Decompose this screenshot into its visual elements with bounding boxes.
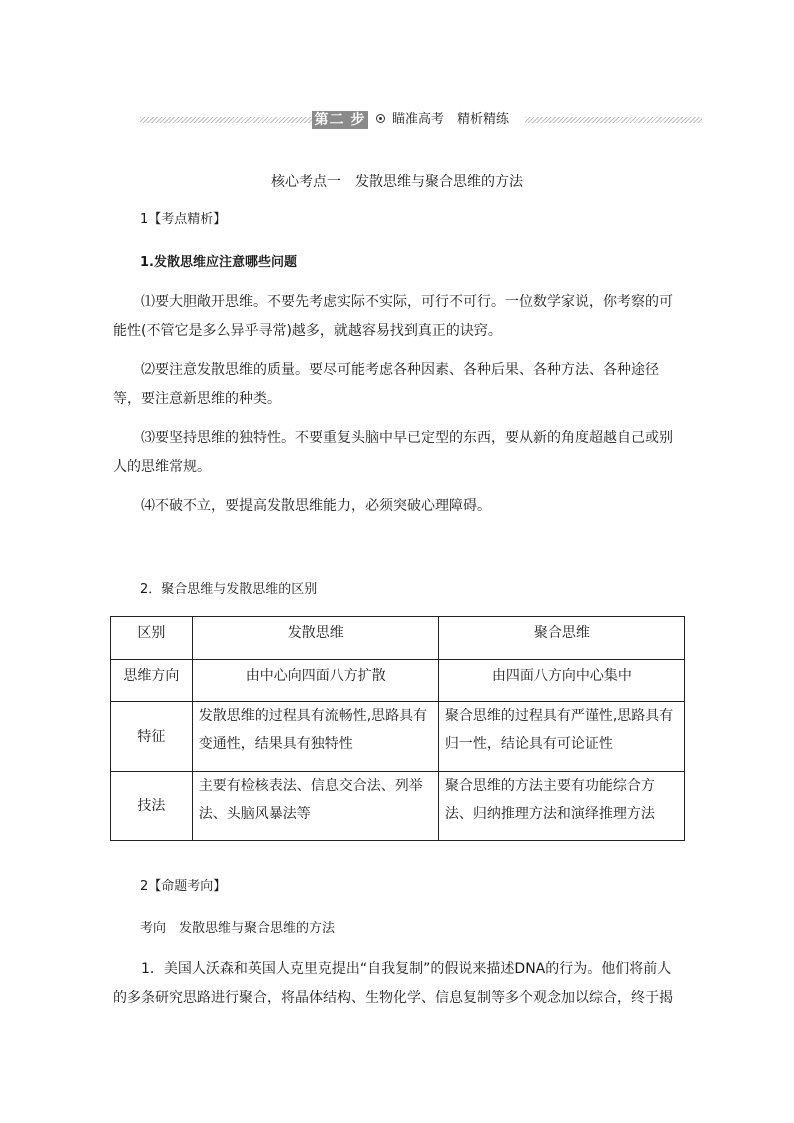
section-banner — [140, 111, 702, 129]
table-cell: 技法 — [111, 772, 193, 841]
table-header-row — [111, 617, 685, 660]
point-2: ⑵要注意发散思维的质量。要尽可能考虑各种因素、各种后果、各种方法、各种途径等，要注意新思维的种类。 — [113, 362, 659, 407]
question-heading-divergent: 1.发散思维应注意哪些问题 — [140, 255, 297, 270]
table-header-cell: 聚合思维 — [438, 617, 684, 660]
banner-subtitle — [368, 111, 525, 129]
table-cell: 由中心向四面八方扩散 — [192, 660, 438, 702]
step-badge-text: 第二 — [314, 112, 345, 128]
table-cell: 由四面八方向中心集中 — [438, 660, 684, 702]
table-cell: 思维方向 — [111, 660, 193, 702]
banner-stripe-left — [140, 117, 312, 123]
point-1: ⑴要大胆敞开思维。不要先考虑实际不实际，可行不可行。一位数学家说，你考察的可能性(不管它是多么异乎寻常)越多，就越容易找到真正的诀窍。 — [113, 294, 673, 339]
banner-subtitle-text: 瞄准高考 精析精练 — [392, 112, 510, 127]
exam-direction-label: 考向 发散思维与聚合思维的方法 — [140, 921, 336, 936]
question-heading-difference: 2．聚合思维与发散思维的区别 — [140, 582, 318, 597]
comparison-table — [110, 616, 685, 841]
section-heading-direction: 2【命题考向】 — [140, 879, 227, 894]
point-4: ⑷不破不立，要提高发散思维能力，必须突破心理障碍。 — [141, 498, 491, 514]
table-row — [111, 702, 685, 772]
table-header-cell: 发散思维 — [192, 617, 438, 660]
banner-stripe-right — [525, 117, 702, 123]
table-cell: 主要有检核表法、信息交合法、列举法、头脑风暴法等 — [192, 772, 438, 841]
table-cell: 聚合思维的方法主要有功能综合方法、归纳推理方法和演绎推理方法 — [438, 772, 684, 841]
point-3: ⑶要坚持思维的独特性。不要重复头脑中早已定型的东西，要从新的角度超越自己或别人的思维常规。 — [113, 430, 673, 475]
table-header-cell: 区别 — [111, 617, 193, 660]
question-1-text: 1．美国人沃森和英国人克里克提出“自我复制”的假说来描述DNA的行为。他们将前人的多条研究思路进行聚合，将晶体结构、生物化学、信息复制等多个观念加以综合，终于揭 — [113, 961, 673, 1006]
page-title: 核心考点一 发散思维与聚合思维的方法 — [271, 174, 523, 190]
bullet-circle-icon — [376, 114, 385, 123]
table-cell: 发散思维的过程具有流畅性,思路具有变通性，结果具有独特性 — [192, 702, 438, 772]
table-row — [111, 660, 685, 702]
step-badge-text-end: 步 — [350, 112, 366, 128]
step-badge — [312, 111, 368, 129]
section-heading-analysis: 1【考点精析】 — [140, 212, 227, 227]
table-row — [111, 772, 685, 841]
table-cell: 特征 — [111, 702, 193, 772]
table-cell: 聚合思维的过程具有严谨性,思路具有归一性，结论具有可论证性 — [438, 702, 684, 772]
